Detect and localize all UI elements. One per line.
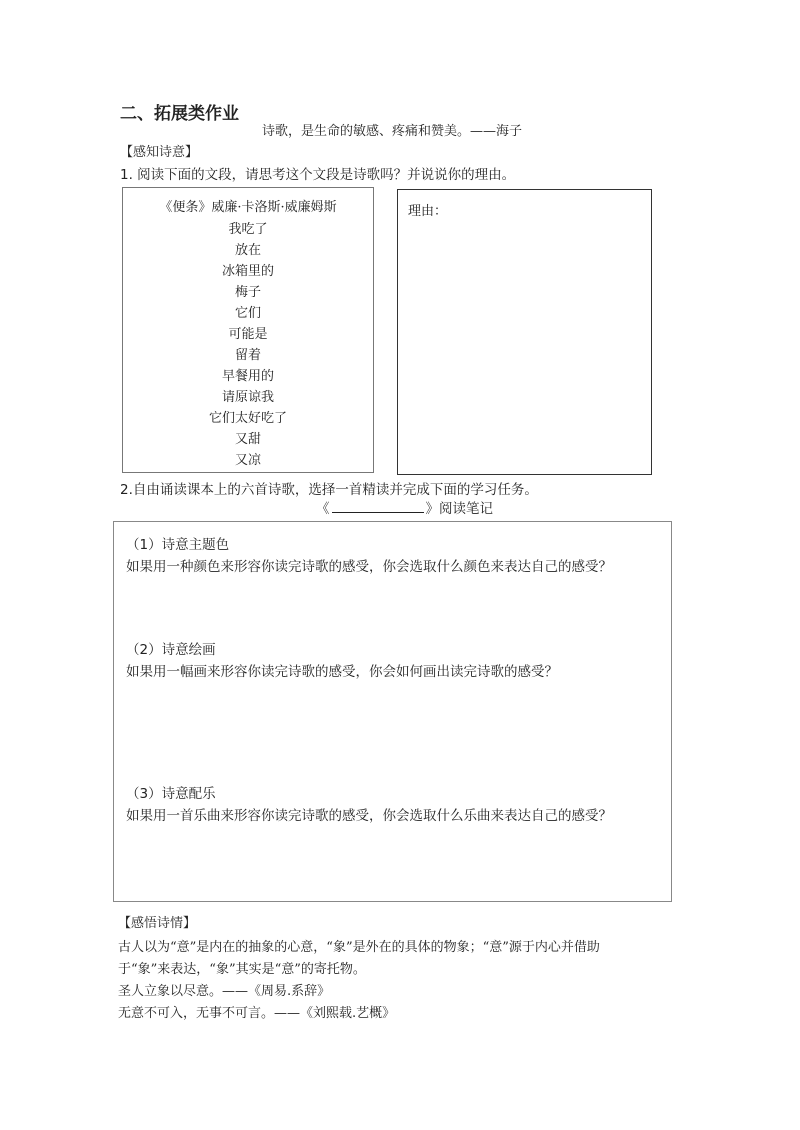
reading-notes-box xyxy=(113,521,672,902)
item3-prompt: 如果用一首乐曲来形容你读完诗歌的感受，你会选取什么乐曲来表达自己的感受？ xyxy=(126,808,612,824)
epigraph: 诗歌，是生命的敏感、疼痛和赞美。——海子 xyxy=(262,124,523,139)
part1-question: 1. 阅读下面的文段，请思考这个文段是诗歌吗？并说说你的理由。 xyxy=(120,167,516,183)
poem-line: 可能是 xyxy=(228,327,268,342)
part3-paragraph-line2: 于“象”来表达，“象”其实是“意”的寄托物。 xyxy=(118,962,366,977)
poem-line: 又凉 xyxy=(234,453,261,468)
reason-answer-box[interactable] xyxy=(397,189,652,475)
poem-line: 留着 xyxy=(234,348,261,363)
poem-line: 放在 xyxy=(234,243,261,258)
item1-prompt: 如果用一种颜色来形容你读完诗歌的感受，你会选取什么颜色来表达自己的感受？ xyxy=(126,559,612,575)
item2-label: （2）诗意绘画 xyxy=(126,642,216,658)
reading-notes-title xyxy=(316,497,493,517)
poem-line: 请原谅我 xyxy=(221,390,274,405)
notes-title-close: 》阅读笔记 xyxy=(425,501,493,517)
quote-yigai: 无意不可入，无事不可言。——《刘熙载.艺概》 xyxy=(118,1006,396,1021)
item3-label: （3）诗意配乐 xyxy=(126,786,216,802)
notes-title-open: 《 xyxy=(316,501,330,517)
reason-label: 理由： xyxy=(408,204,448,219)
poem-line: 梅子 xyxy=(234,285,261,300)
poem-line: 它们太好吃了 xyxy=(208,411,287,426)
poem-line: 它们 xyxy=(234,306,261,321)
poem-box xyxy=(122,187,374,473)
quote-zhouyi: 圣人立象以尽意。——《周易.系辞》 xyxy=(118,984,331,999)
part3-heading: 【感悟诗情】 xyxy=(118,916,197,931)
poem-line: 又甜 xyxy=(234,432,261,447)
poem-line: 我吃了 xyxy=(228,222,268,237)
poem-title-blank[interactable] xyxy=(332,498,424,513)
item2-prompt: 如果用一幅画来形容你读完诗歌的感受，你会如何画出读完诗歌的感受？ xyxy=(126,664,558,680)
part3-paragraph-line1: 古人以为“意”是内在的抽象的心意，“象”是外在的具体的物象；“意”源于内心并借助 xyxy=(118,940,600,955)
part2-task: 2.自由诵读课本上的六首诗歌，选择一首精读并完成下面的学习任务。 xyxy=(120,482,538,498)
part1-heading: 【感知诗意】 xyxy=(120,145,199,160)
section-title: 二、拓展类作业 xyxy=(120,104,239,124)
item1-label: （1）诗意主题色 xyxy=(126,537,230,553)
poem-line: 冰箱里的 xyxy=(221,264,274,279)
poem-line: 早餐用的 xyxy=(221,369,274,384)
poem-title: 《便条》威廉·卡洛斯·威廉姆斯 xyxy=(159,200,337,215)
